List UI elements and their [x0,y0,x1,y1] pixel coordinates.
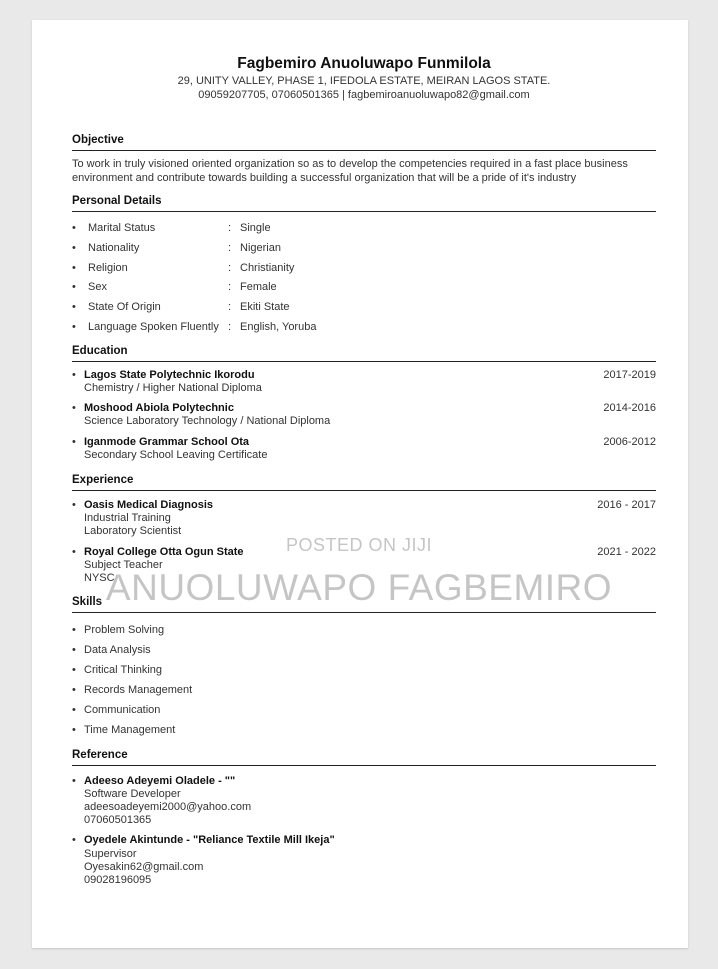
experience-line: Laboratory Scientist [84,525,182,538]
experience-title: Experience [72,473,656,491]
education-school: • Moshood Abiola Polytechnic [84,402,234,415]
skill-item: • Communication [72,701,656,721]
personal-detail-item [72,278,656,298]
personal-detail-label: • Religion [88,261,128,274]
reference-phone: 09028196095 [84,874,152,887]
candidate-name: Fagbemiro Anuoluwapo Funmilola [237,55,491,72]
education-item [72,369,656,395]
education-section [72,344,656,462]
education-school: • Iganmode Grammar School Ota [84,435,250,448]
skill-item: • Critical Thinking [72,661,656,681]
education-date: 2014-2016 [603,402,656,415]
education-detail: Secondary School Leaving Certificate [84,448,268,461]
education-detail: Chemistry / Higher National Diploma [84,381,262,394]
objective-title: Objective [72,133,656,151]
personal-detail-value: Female [240,281,277,294]
personal-detail-label: • Marital Status [88,222,156,234]
education-detail: Science Laboratory Technology / National Diploma [84,415,331,428]
reference-title: Reference [72,748,656,766]
personal-detail-item [72,298,656,318]
personal-detail-value: Single [240,222,271,234]
personal-detail-label: • Language Spoken Fluently [88,320,219,333]
education-item [72,436,656,462]
skill-item: • Time Management [72,721,656,741]
personal-detail-value: English, Yoruba [240,320,317,333]
personal-details-list [72,219,656,338]
personal-detail-label: • Nationality [88,241,140,254]
objective-text: To work in truly visioned oriented organization so as to develop the competencies required in a fast place business environment and contribute towards building a successful organization that will be a pride of it's industry [72,158,628,184]
personal-detail-item [72,239,656,259]
personal-detail-item [72,259,656,279]
education-title: Education [72,344,656,362]
skills-title: Skills [72,595,656,613]
watermark-posted-on: POSTED ON JIJI [285,535,433,555]
personal-detail-colon: : [228,222,232,234]
objective-section [72,133,656,185]
skills-list [72,621,656,740]
personal-detail-value: Christianity [240,261,295,274]
resume-page [32,20,688,948]
education-list [72,369,656,462]
experience-org: • Oasis Medical Diagnosis [84,499,213,511]
skill-item: • Records Management [72,681,656,701]
experience-date: 2021 - 2022 [597,545,656,558]
experience-org: • Royal College Otta Ogun State [84,545,244,558]
education-date: 2017-2019 [603,368,656,381]
education-school: • Lagos State Polytechnic Ikorodu [84,368,255,381]
skill-item: • Problem Solving [72,621,656,641]
skills-section [72,595,656,740]
personal-detail-colon: : [228,241,232,254]
personal-detail-item [72,219,656,239]
reference-name: • Oyedele Akintunde - "Reliance Textile Mill Ikeja" [84,834,335,847]
experience-item [72,499,656,539]
personal-detail-item [72,318,656,338]
watermark-owner-name: ANUOLUWAPO FAGBEMIRO [105,567,613,608]
reference-role: Supervisor [84,847,137,860]
personal-detail-value: Nigerian [240,241,281,254]
personal-detail-value: Ekiti State [240,301,290,314]
personal-detail-colon: : [228,261,232,274]
personal-detail-colon: : [228,301,232,314]
reference-section [72,748,656,888]
experience-date: 2016 - 2017 [597,499,656,511]
reference-email: Oyesakin62@gmail.com [84,860,204,873]
personal-detail-colon: : [228,320,232,333]
education-date: 2006-2012 [603,435,656,448]
experience-line: Industrial Training [84,512,171,525]
personal-details-section [72,194,656,338]
experience-line: NYSC [84,572,115,585]
reference-item [72,775,656,828]
candidate-address: 29, UNITY VALLEY, PHASE 1, IFEDOLA ESTATE, MEIRAN LAGOS STATE. [177,75,551,87]
reference-list [72,775,656,888]
education-item [72,402,656,428]
reference-email: adeesoadeyemi2000@yahoo.com [84,801,252,814]
reference-role: Software Developer [84,787,181,800]
experience-line: Subject Teacher [84,558,163,571]
personal-detail-colon: : [228,281,232,294]
resume-content [72,54,656,887]
skill-item: • Data Analysis [72,641,656,661]
reference-item [72,834,656,887]
personal-detail-label: • State Of Origin [88,301,161,314]
personal-details-title: Personal Details [72,194,656,212]
reference-name: • Adeeso Adeyemi Oladele - "" [84,774,236,787]
reference-phone: 07060501365 [84,814,152,827]
candidate-contact: 09059207705, 07060501365 | fagbemiroanuoluwapo82@gmail.com [198,89,530,101]
personal-detail-label: • Sex [88,281,107,294]
